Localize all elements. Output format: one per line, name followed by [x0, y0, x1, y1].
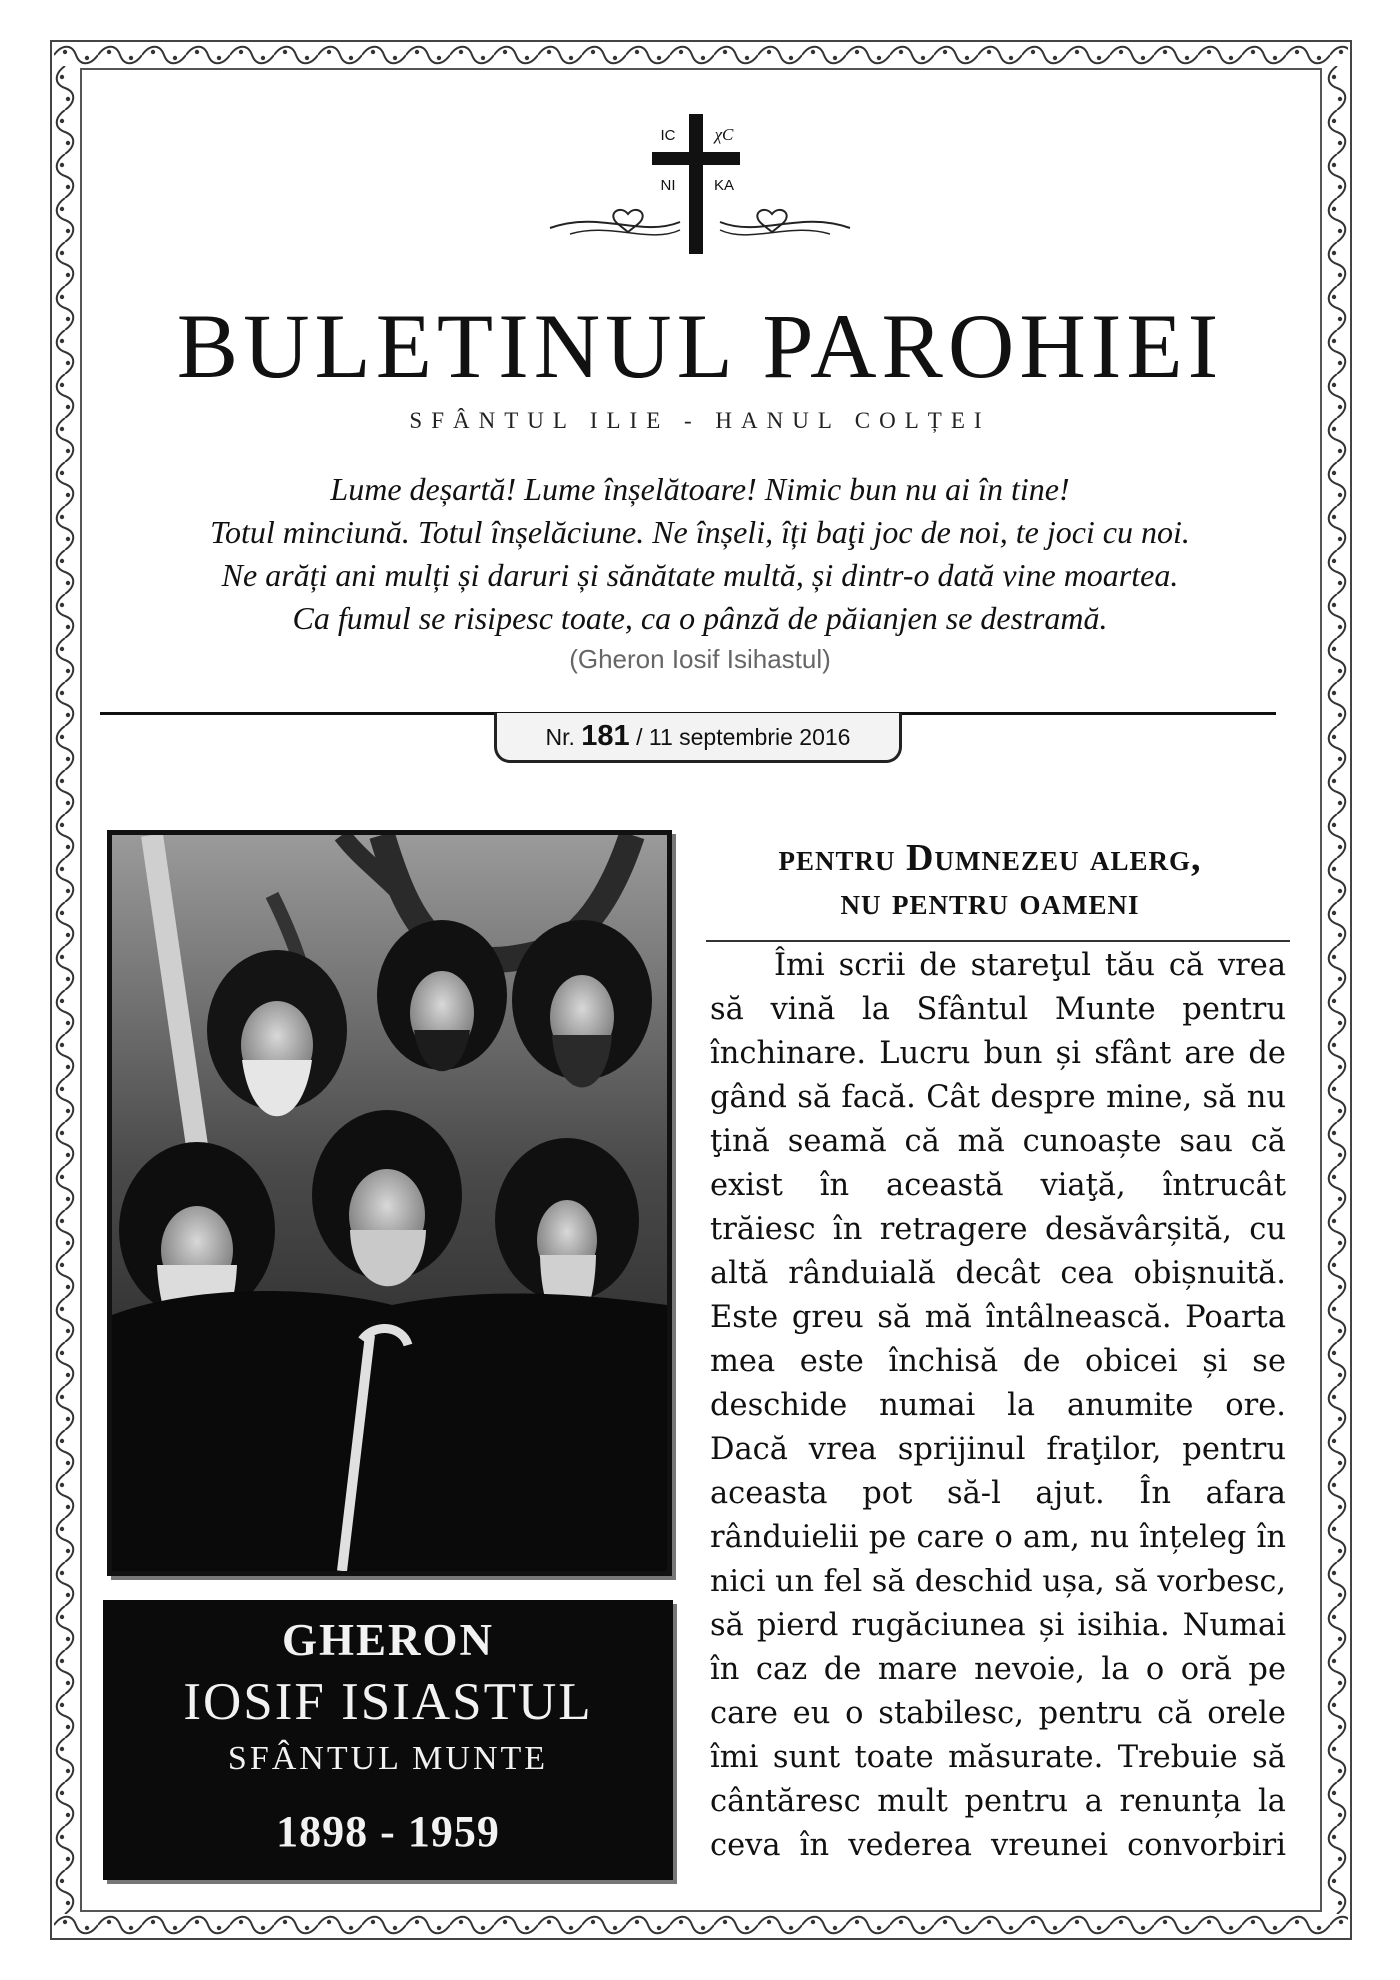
emblem-xc: χC	[714, 125, 734, 144]
emblem-ni: NI	[660, 177, 676, 194]
article-line: Este greu să mă întâlnească. Poarta	[710, 1300, 1286, 1335]
article-line: gând să facă. Cât despre mine, să nu	[710, 1080, 1286, 1115]
article-line: nici un fel să deschid ușa, să vorbesc,	[710, 1564, 1286, 1599]
article-title-line: nu pentru oameni	[840, 881, 1140, 923]
monks-photo-image	[112, 835, 667, 1571]
issue-badge	[494, 713, 902, 763]
bulletin-title: BULETINUL PAROHIEI	[176, 295, 1224, 397]
quote-line: Totul minciună. Totul înșelăciune. Ne înșeli, îți baţi joc de noi, te joci cu noi.	[210, 514, 1190, 550]
article-line: rânduielii pe care o am, nu înțeleg în	[710, 1520, 1286, 1555]
parish-subtitle: SFÂNTUL ILIE - HANUL COLȚEI	[409, 408, 991, 433]
article-line: îmi sunt toate măsurate. Trebuie să	[710, 1740, 1286, 1775]
article-line: altă rânduială decât cea obișnuită.	[710, 1256, 1286, 1291]
article-line: ceva în vederea vreunei convorbiri	[710, 1828, 1286, 1863]
cross-emblem	[540, 110, 860, 260]
article-line: cântăresc mult pentru a renunța la	[710, 1784, 1286, 1819]
article-line: care eu o stabilesc, pentru că orele	[710, 1696, 1286, 1731]
article-line: în caz de mare nevoie, la o oră pe	[710, 1652, 1286, 1687]
article-title	[700, 836, 1280, 924]
issue-number: 181	[581, 720, 630, 752]
quote-author: (Gheron Iosif Isihastul)	[569, 644, 831, 674]
quote-line: Ca fumul se risipesc toate, ca o pânză de păianjen se destramă.	[292, 600, 1108, 636]
article-line: mea este închisă de obicei și se	[710, 1344, 1286, 1379]
article-divider	[706, 940, 1290, 942]
article-line: închinare. Lucru bun și sfânt are de	[710, 1036, 1286, 1071]
issue-date: / 11 septembrie 2016	[636, 724, 851, 750]
article-line-text: Îmi scrii de stareţul tău că vrea	[774, 948, 1286, 983]
caption-years: 1898 - 1959	[276, 1807, 500, 1856]
quote-line: Lume deșartă! Lume înșelătoare! Nimic bun nu ai în tine!	[330, 471, 1070, 507]
caption-title: GHERON	[281, 1615, 495, 1665]
border-ornament-top	[54, 44, 1348, 66]
article-line: să pierd rugăciunea și isihia. Numai	[710, 1608, 1286, 1643]
issue-prefix: Nr.	[545, 724, 575, 750]
article-line: deschide numai la anumite ore.	[710, 1388, 1286, 1423]
article-line: trăiesc în retragere desăvârșită, cu	[710, 1212, 1286, 1247]
article-body	[710, 944, 1286, 1868]
monks-photo	[107, 830, 672, 1576]
quote-line: Ne arăți ani mulți și daruri și sănătate multă, și dintr-o dată vine moartea.	[221, 557, 1179, 593]
article-line: Dacă vrea sprijinul fraţilor, pentru	[710, 1432, 1286, 1467]
article-line: ţină seamă că mă cunoaște sau că	[710, 1124, 1286, 1159]
article-line: să vină la Sfântul Munte pentru	[710, 992, 1286, 1027]
article-line: exist în această viaţă, întrucât	[710, 1168, 1286, 1203]
border-ornament-bottom	[54, 1914, 1348, 1936]
emblem-ka: KA	[713, 177, 735, 194]
emblem-ic: IC	[660, 127, 676, 144]
photo-caption	[103, 1600, 673, 1880]
caption-name: IOSIF ISIASTUL	[183, 1673, 593, 1731]
article-title-line: pentru Dumnezeu alerg,	[778, 837, 1202, 879]
article-line	[710, 944, 1286, 988]
opening-quote	[100, 468, 1300, 678]
cross-icon	[540, 110, 860, 260]
caption-place: SFÂNTUL MUNTE	[227, 1740, 549, 1777]
article-line: aceasta pot să-l ajut. În afara	[710, 1476, 1286, 1511]
